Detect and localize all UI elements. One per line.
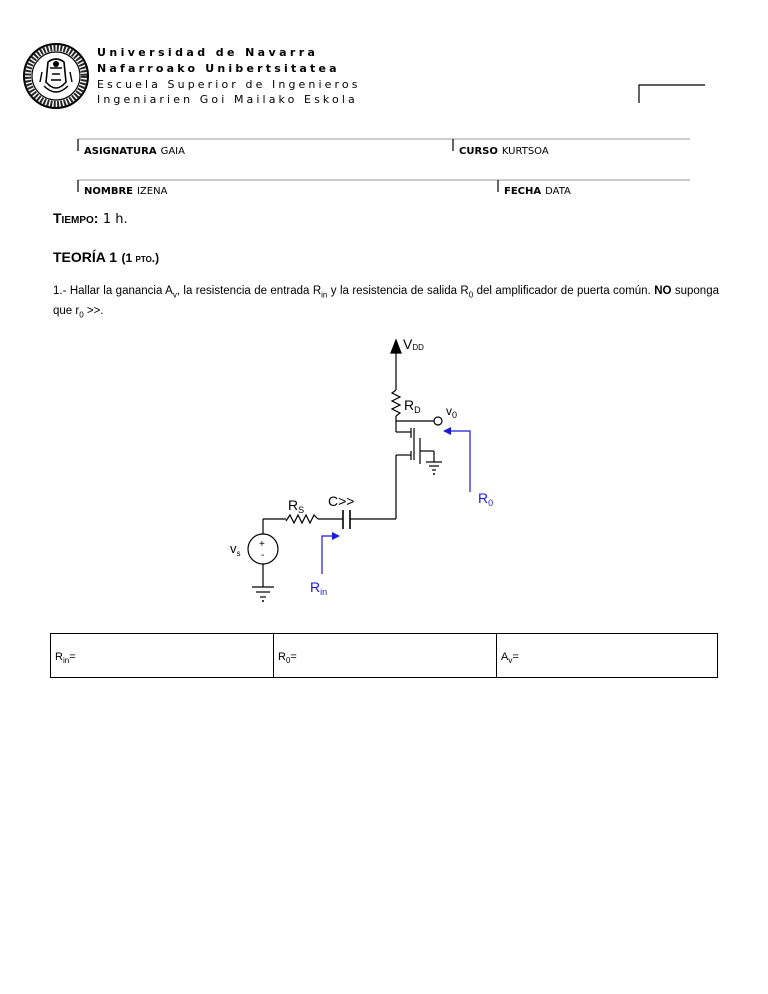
answer-r0-cell[interactable]: $R_0=$ bbox=[274, 634, 497, 678]
curso-value: KURTSOA bbox=[501, 146, 549, 157]
tiempo-value: 1 h. bbox=[102, 212, 128, 227]
vs-minus: - bbox=[261, 550, 265, 561]
section-points: (1 pto.) bbox=[121, 251, 160, 265]
vdd-arrow-icon bbox=[391, 340, 401, 353]
rs-label: $R_S$ bbox=[288, 497, 305, 515]
nombre-value: IZENA bbox=[136, 186, 168, 197]
v0-label: $v_0$ bbox=[446, 404, 458, 420]
vs-label: $v_s$ bbox=[230, 541, 241, 558]
vs-plus: + bbox=[259, 539, 265, 550]
rd-label: $R_D$ bbox=[404, 397, 421, 415]
university-name-eu: Nafarroako Unibertsitatea bbox=[97, 62, 340, 75]
nombre-label: NOMBRE bbox=[84, 186, 133, 197]
school-name-es: Escuela Superior de Ingenieros bbox=[97, 78, 361, 91]
school-name-eu: Ingeniarien Goi Mailako Eskola bbox=[97, 93, 358, 106]
rin-label: $R_{in}$ bbox=[310, 579, 328, 597]
section-title-text: TEORÍA 1 bbox=[53, 249, 118, 265]
fecha-value: DATA bbox=[545, 186, 571, 197]
rd-resistor bbox=[392, 390, 400, 416]
answer-av-cell[interactable]: $A_v=$ bbox=[497, 634, 718, 678]
university-name-es: Universidad de Navarra bbox=[97, 46, 319, 59]
fecha-label: FECHA bbox=[504, 186, 542, 197]
asignatura-label: ASIGNATURA bbox=[84, 146, 157, 157]
answer-table bbox=[50, 633, 718, 678]
r0-arrow bbox=[449, 431, 470, 492]
question-text: 1.- Hallar la ganancia $A_v$, la resistencia de entrada $R_{in}$ y la resistencia de salida $R_0$ del amplificador de puerta común. NO suponga que $r_0$ >>. bbox=[53, 285, 719, 320]
capacitor-label: C>> bbox=[328, 493, 355, 509]
no-emphasis: NO bbox=[654, 285, 672, 297]
answer-rin-cell[interactable]: $R_{in}=$ bbox=[51, 634, 274, 678]
v0-terminal bbox=[434, 417, 442, 425]
rs-resistor bbox=[286, 515, 318, 523]
rin-arrow bbox=[322, 536, 334, 574]
r0-label: $R_0$ bbox=[478, 490, 494, 508]
vdd-label: VDD bbox=[403, 336, 424, 352]
curso-label: CURSO bbox=[459, 146, 498, 157]
tiempo-label: Tiempo: bbox=[53, 210, 99, 226]
asignatura-value: GAIA bbox=[160, 146, 185, 157]
